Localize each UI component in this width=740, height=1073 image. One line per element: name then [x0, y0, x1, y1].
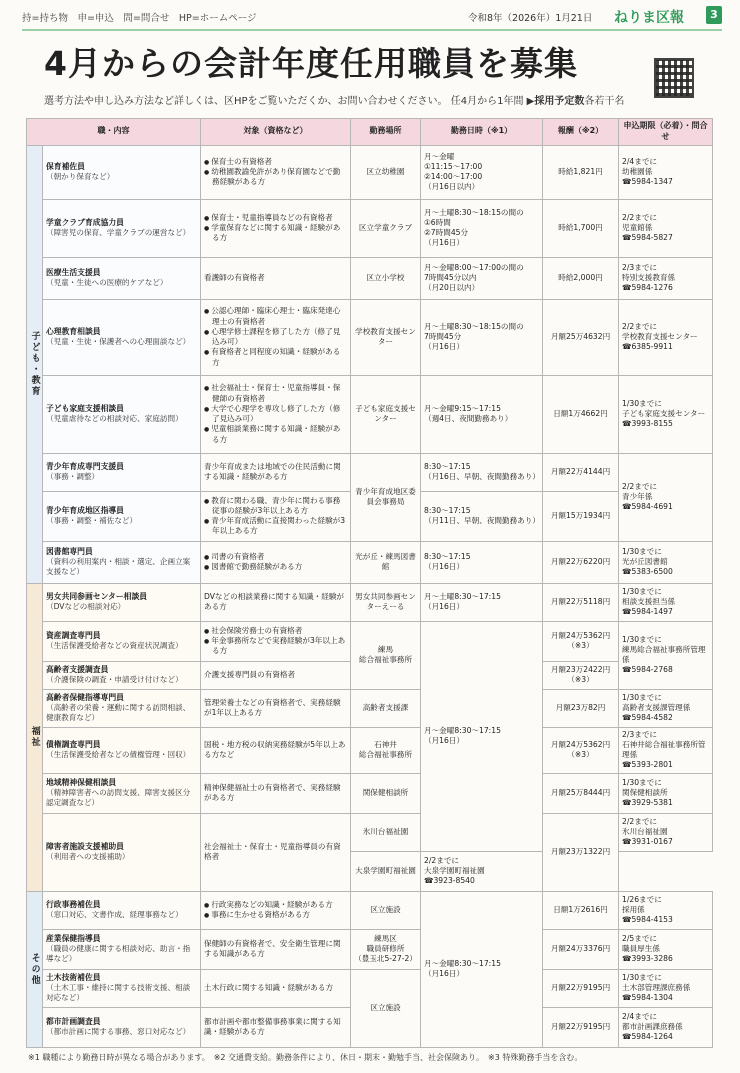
col-header-place: 勤務場所 — [351, 119, 421, 146]
job-cell — [43, 299, 201, 375]
qualification-cell — [201, 299, 351, 375]
place-cell: 光が丘・練馬図書館 — [351, 541, 421, 583]
job-title: 地域精神保健相談員 — [46, 777, 117, 787]
job-cell — [43, 375, 201, 453]
job-cell — [43, 257, 201, 299]
qualification-cell — [201, 199, 351, 257]
contact-cell: 2/4までに 都市計画課庶務係 ☎5984-1264 — [619, 1007, 713, 1047]
qualification-cell: 都市計画や都市整備事務事業に関する知識・経験がある方 — [201, 1007, 351, 1047]
table-row — [27, 257, 713, 299]
pay-cell: 日額1万4662円 — [543, 375, 619, 453]
page-number: 3 — [706, 6, 722, 24]
table-row — [27, 773, 713, 813]
contact-cell: 2/2までに 青少年係 ☎5984-4691 — [619, 453, 713, 541]
qr-code-icon[interactable] — [654, 58, 694, 98]
hours-cell: 月～金曜8:30～17:15 （月16日） — [421, 891, 543, 1047]
contact-cell: 1/30までに 土木部管理課庶務係 ☎5984-1304 — [619, 969, 713, 1007]
col-header-pay: 報酬（※2） — [543, 119, 619, 146]
table-row — [27, 541, 713, 583]
job-desc: （事務・調整・補佐など） — [46, 516, 138, 526]
job-title: 学童クラブ育成協力員 — [46, 217, 124, 227]
pay-cell: 月額22万9195円 — [543, 1007, 619, 1047]
job-title: 産業保健指導員 — [46, 933, 101, 943]
hours-cell: 8:30～17:15 （月11日、早朝、夜間勤務あり） — [421, 491, 543, 541]
job-title: 青少年育成専門支援員 — [46, 461, 124, 471]
job-title: 都市計画調査員 — [46, 1016, 101, 1026]
job-title: 行政事務補佐員 — [46, 899, 101, 909]
subtitle-count-value: 各若干名 — [584, 96, 625, 107]
symbol-legend: 持=持ち物 申=申込 問=問合せ HP=ホームページ — [22, 13, 257, 24]
col-header-contact: 申込期限（必着）・問合せ — [619, 119, 713, 146]
qualification-item: ● 社会保険労務士の有資格者 — [204, 626, 347, 636]
place-cell: 区立幼稚園 — [351, 145, 421, 199]
pay-cell: 時給1,700円 — [543, 199, 619, 257]
job-cell — [43, 145, 201, 199]
place-cell: 練馬 総合福祉事務所 — [351, 621, 421, 689]
pay-cell: 月額25万4632円 — [543, 299, 619, 375]
pay-cell: 月額22万9195円 — [543, 969, 619, 1007]
pay-cell: 月額22万4144円 — [543, 453, 619, 491]
place-cell: 石神井 総合福祉事務所 — [351, 727, 421, 773]
place-cell: 区立学童クラブ — [351, 199, 421, 257]
qualification-item: ● 教育に関わる職、青少年に関わる事務従事の経験が3年以上ある方 — [204, 496, 347, 517]
qualification-item: ● 大学で心理学を専攻し修了した方（修了見込み可） — [204, 404, 347, 425]
pay-cell: 日額1万2616円 — [543, 891, 619, 929]
pay-cell: 月額15万1934円 — [543, 491, 619, 541]
hours-cell: 月～金曜9:15～17:15 （週4日、夜間勤務あり） — [421, 375, 543, 453]
pay-cell: 月額22万5118円 — [543, 583, 619, 621]
place-cell: 区立施設 — [351, 891, 421, 929]
table-row — [27, 583, 713, 621]
contact-cell: 2/3までに 石神井総合福祉事務所管理係 ☎5393-2801 — [619, 727, 713, 773]
table-row — [27, 299, 713, 375]
job-desc: （利用者への支援補助） — [46, 852, 130, 862]
table-row — [27, 727, 713, 773]
place-cell: 練馬区 職員研修所 （豊玉北5-27-2） — [351, 929, 421, 969]
pay-cell: 月額23万82円 — [543, 689, 619, 727]
job-desc: （児童・生徒への医療的ケアなど） — [46, 278, 168, 288]
job-title: 土木技術補佐員 — [46, 972, 101, 982]
contact-cell: 2/2までに 氷川台福祉園 ☎3931-0167 — [619, 813, 713, 851]
place-cell: 青少年育成地区委員会事務局 — [351, 453, 421, 541]
job-title: 債権調査専門員 — [46, 739, 101, 749]
hours-cell: 8:30～17:15 （月16日、早朝、夜間勤務あり） — [421, 453, 543, 491]
place-cell: 区立小学校 — [351, 257, 421, 299]
qualification-cell — [201, 541, 351, 583]
header-divider — [22, 29, 722, 31]
qualification-item: ● 有資格者と同程度の知識・経験がある方 — [204, 347, 347, 368]
col-header-qualification: 対象（資格など） — [201, 119, 351, 146]
contact-cell: 1/30までに 高齢者支援課管理係 ☎5984-4582 — [619, 689, 713, 727]
job-title: 男女共同参画センター相談員 — [46, 591, 148, 601]
pay-cell: 月額23万2422円 （※3） — [543, 661, 619, 689]
pay-cell: 月額24万5362円 （※3） — [543, 621, 619, 661]
qualification-item: ● 事務に生かせる資格がある方 — [204, 910, 347, 920]
qualification-cell — [201, 891, 351, 929]
qualification-item: ● 年金事務所などで実務経験が3年以上ある方 — [204, 636, 347, 657]
subtitle-text: 選考方法や申し込み方法など詳しくは、区HPをご覧いただくか、お問い合わせください。 — [44, 96, 448, 107]
page-title: 4月からの会計年度任用職員を募集 — [44, 44, 578, 83]
hours-cell: 月～土曜8:30～18:15の間の 7時間45分 （月16日） — [421, 299, 543, 375]
col-header-job: 職・内容 — [27, 119, 201, 146]
qualification-item: ● 学童保育などに関する知識・経験がある方 — [204, 223, 347, 244]
job-desc: （精神障害者への訪問支援、障害支援区分認定調査など） — [46, 788, 191, 808]
job-desc: （児童・生徒・保護者への心理面談など） — [46, 337, 191, 347]
qualification-item: ● 保育士・児童指導員などの有資格者 — [204, 213, 347, 223]
qualification-item: ● 児童相談業務に関する知識・経験がある方 — [204, 424, 347, 445]
job-title: 高齢者保健指導専門員 — [46, 692, 124, 702]
contact-cell: 1/26までに 採用係 ☎5984-4153 — [619, 891, 713, 929]
qualification-item: ● 保育士の有資格者 — [204, 157, 347, 167]
contact-cell: 1/30までに 相談支援担当係 ☎5984-1497 — [619, 583, 713, 621]
category-children: 子ども・教育 — [27, 145, 43, 583]
job-desc: （土木工事・維持に関する技術支援、相談対応など） — [46, 983, 191, 1003]
place-cell: 関保健相談所 — [351, 773, 421, 813]
job-cell — [43, 929, 201, 969]
job-desc: （資料の利用案内・相談・選定、企画立案支援など） — [46, 557, 191, 577]
job-desc: （都市計画に関する事務、窓口対応など） — [46, 1027, 191, 1037]
pay-cell: 月額23万1322円 — [543, 813, 619, 891]
job-cell — [43, 453, 201, 491]
qualification-item: ● 幼稚園教諭免許があり保育園などで勤務経験がある方 — [204, 167, 347, 188]
qualification-cell — [201, 375, 351, 453]
qualification-item: ● 司書の有資格者 — [204, 552, 347, 562]
hours-cell: 月～金曜 ①11:15～17:00 ②14:00～17:00 （月16日以内） — [421, 145, 543, 199]
table-row — [27, 145, 713, 199]
job-desc: （生活保護受給者などの債権管理・回収） — [46, 750, 191, 760]
job-title: 図書館専門員 — [46, 546, 93, 556]
job-cell — [43, 491, 201, 541]
pay-cell: 月額24万3376円 — [543, 929, 619, 969]
contact-cell: 2/5までに 職員厚生係 ☎3993-3286 — [619, 929, 713, 969]
table-header-row — [27, 119, 713, 146]
place-cell: 大泉学園町福祉園 — [351, 851, 421, 891]
hours-cell: 8:30～17:15 （月16日） — [421, 541, 543, 583]
place-cell: 学校教育支援センター — [351, 299, 421, 375]
job-cell — [43, 1007, 201, 1047]
job-desc: （窓口対応、文書作成、経理事務など） — [46, 910, 183, 920]
pay-cell: 月額24万5362円 （※3） — [543, 727, 619, 773]
contact-cell: 2/2までに 児童館係 ☎5984-5827 — [619, 199, 713, 257]
qualification-cell: 青少年育成または地域での住民活動に関する知識・経験がある方 — [201, 453, 351, 491]
job-cell — [43, 583, 201, 621]
qualification-cell: 精神保健福祉士の有資格者で、実務経験がある方 — [201, 773, 351, 813]
recruitment-table — [26, 118, 713, 1048]
job-desc: （障害児の保育、学童クラブの運営など） — [46, 228, 191, 238]
qualification-item: ● 行政実務などの知識・経験がある方 — [204, 900, 347, 910]
contact-cell: 1/30までに 光が丘図書館 ☎5383-6500 — [619, 541, 713, 583]
table-row — [27, 375, 713, 453]
qualification-cell: 看護師の有資格者 — [201, 257, 351, 299]
col-header-hours: 勤務日時（※1） — [421, 119, 543, 146]
job-desc: （児童虐待などの相談対応、家庭訪問） — [46, 414, 183, 424]
job-cell — [43, 689, 201, 727]
contact-cell: 2/4までに 幼稚園係 ☎5984-1347 — [619, 145, 713, 199]
qualification-cell: 介護支援専門員の有資格者 — [201, 661, 351, 689]
job-title: 子ども家庭支援相談員 — [46, 403, 124, 413]
contact-cell: 2/3までに 特別支援教育係 ☎5984-1276 — [619, 257, 713, 299]
table-row — [27, 621, 713, 661]
job-title: 心理教育相談員 — [46, 326, 101, 336]
pay-cell: 時給1,821円 — [543, 145, 619, 199]
table-row — [27, 199, 713, 257]
qualification-item: ● 心理学修士課程を修了した方（修了見込み可） — [204, 327, 347, 348]
pay-cell: 時給2,000円 — [543, 257, 619, 299]
place-cell: 区立施設 — [351, 969, 421, 1047]
job-cell — [43, 621, 201, 661]
table-row — [27, 929, 713, 969]
qualification-item: ● 青少年育成活動に直接関わった経験が3年以上ある方 — [204, 516, 347, 537]
hours-cell: 月～金曜8:00～17:00の間の 7時間45分以内 （月20日以内） — [421, 257, 543, 299]
contact-cell: 2/2までに 学校教育支援センター ☎6385-9911 — [619, 299, 713, 375]
place-cell: 高齢者支援課 — [351, 689, 421, 727]
qualification-cell: 国税・地方税の収納実務経験が5年以上ある方など — [201, 727, 351, 773]
qualification-cell: DVなどの相談業務に関する知識・経験がある方 — [201, 583, 351, 621]
pay-cell: 月額22万6220円 — [543, 541, 619, 583]
qualification-cell — [201, 621, 351, 661]
place-cell: 氷川台福祉園 — [351, 813, 421, 851]
qualification-cell — [201, 491, 351, 541]
subtitle-period: 任4月から1年間 — [450, 96, 524, 107]
qualification-cell: 土木行政に関する知識・経験がある方 — [201, 969, 351, 1007]
qualification-item: ● 図書館で勤務経験がある方 — [204, 562, 347, 572]
contact-cell: 1/30までに 子ども家庭支援センター ☎3993-8155 — [619, 375, 713, 453]
table-row — [27, 813, 713, 851]
job-cell — [43, 813, 201, 891]
job-title: 障害者施設支援補助員 — [46, 841, 124, 851]
page-subtitle — [44, 92, 624, 107]
job-title: 医療生活支援員 — [46, 267, 101, 277]
contact-cell: 1/30までに 関保健相談所 ☎3929-5381 — [619, 773, 713, 813]
qualification-item: ● 公認心理師・臨床心理士・臨床発達心理士の有資格者 — [204, 306, 347, 327]
table-row — [27, 969, 713, 1007]
qualification-item: ● 社会福祉士・保育士・児童指導員・保健師の有資格者 — [204, 383, 347, 404]
contact-cell: 1/30までに 練馬総合福祉事務所管理係 ☎5984-2768 — [619, 621, 713, 689]
job-desc: （朝かり保育など） — [46, 172, 115, 182]
table-footnote: ※1 職種により勤務日時が異なる場合があります。 ※2 交通費支給。勤務条件により、休日・期末・勤勉手当、社会保険あり。 ※3 特殊勤務手当を含む。 — [28, 1053, 583, 1062]
job-desc: （事務・調整） — [46, 472, 100, 482]
job-desc: （高齢者の栄養・運動に関する訪問相談、健康教育など） — [46, 703, 191, 723]
job-desc: （生活保護受給者などの資産状況調査） — [46, 641, 183, 651]
qualification-cell: 管理栄養士などの有資格者で、実務経験が1年以上ある方 — [201, 689, 351, 727]
table-row — [27, 689, 713, 727]
issue-date-text: 令和8年（2026年）1月21日 — [468, 13, 593, 24]
category-welfare: 福祉 — [27, 583, 43, 891]
hours-cell: 月～土曜8:30～18:15の間の ①6時間 ②7時間45分 （月16日） — [421, 199, 543, 257]
pay-cell: 月額25万8444円 — [543, 773, 619, 813]
job-title: 高齢者支援調査員 — [46, 664, 109, 674]
place-cell: 子ども家庭支援センター — [351, 375, 421, 453]
job-cell — [43, 727, 201, 773]
category-other: その他 — [27, 891, 43, 1047]
job-cell — [43, 661, 201, 689]
job-cell — [43, 541, 201, 583]
job-cell — [43, 969, 201, 1007]
job-cell — [43, 773, 201, 813]
job-desc: （DVなどの相談対応） — [46, 602, 126, 612]
job-title: 青少年育成地区指導員 — [46, 505, 124, 515]
newsletter-brand: ねりま区報 — [614, 10, 684, 26]
job-desc: （職員の健康に関する相談対応、助言・指導など） — [46, 944, 191, 964]
place-cell: 男女共同参画センターえーる — [351, 583, 421, 621]
job-desc: （介護保険の調査・申請受け付けなど） — [46, 675, 183, 685]
table-row — [27, 891, 713, 929]
subtitle-count-label: ▶採用予定数 — [526, 96, 585, 107]
job-title: 資産調査専門員 — [46, 630, 101, 640]
qualification-cell: 保健師の有資格者で、安全衛生管理に関する知識がある方 — [201, 929, 351, 969]
hours-cell: 月～土曜8:30～17:15 （月16日） — [421, 583, 543, 621]
hours-cell: 月～金曜8:30～17:15 （月16日） — [421, 621, 543, 851]
qualification-cell: 社会福祉士・保育士・児童指導員の有資格者 — [201, 813, 351, 891]
job-cell — [43, 199, 201, 257]
table-row — [27, 453, 713, 491]
contact-cell: 2/2までに 大泉学園町福祉園 ☎3923-8540 — [421, 851, 543, 891]
page-header — [22, 6, 722, 28]
job-cell — [43, 891, 201, 929]
qualification-cell — [201, 145, 351, 199]
job-title: 保育補佐員 — [46, 161, 85, 171]
